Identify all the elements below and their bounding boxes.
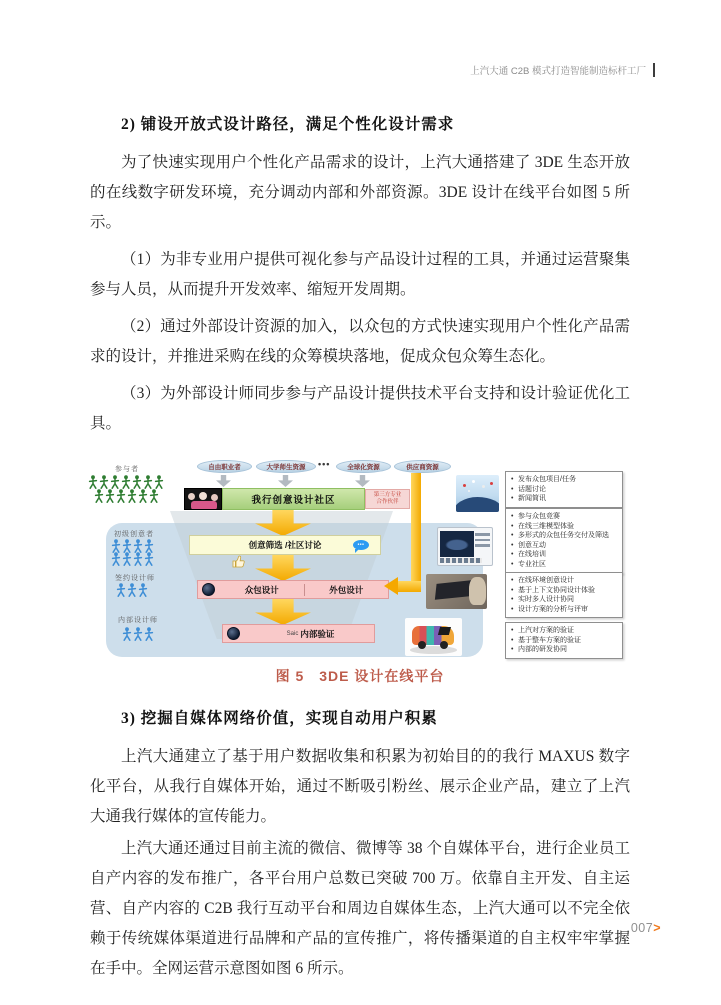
stick-figures-contract: [116, 583, 149, 597]
stick-figures-internal: [122, 627, 155, 641]
list-item: • 新闻简讯: [511, 494, 620, 504]
gray-down-arrow-icon: [278, 475, 293, 487]
ui-menu-bars: [475, 533, 490, 550]
thumbnail-strip: [440, 558, 482, 563]
colorful-van-photo: [405, 618, 462, 656]
list-item: • 多形式的众包任务交付及筛选: [511, 531, 620, 541]
stage-internal-verification: [222, 624, 375, 643]
section-heading-3: 3) 挖掘自媒体网络价值，实现自动用户积累: [121, 710, 438, 727]
van-shadow: [410, 646, 458, 654]
speech-bubble-icon: •••: [353, 540, 369, 550]
gray-down-arrow-icon: [355, 475, 370, 487]
paragraph-point-2: （2）通过外部设计资源的加入，以众包的方式快速实现用户个性化产品需求的设计，并推进采购在线的众筹模块落地，促成众包众筹生态化。: [90, 318, 630, 365]
role-label-internal-designers: 内部设计师: [118, 617, 158, 624]
feature-list-design-collab: [505, 572, 623, 618]
stage-idea-filtering-label: 创意筛选 /社区讨论: [248, 540, 322, 550]
interior-table: [435, 580, 471, 600]
feature-list-verification: [505, 622, 623, 659]
third-party-partner-box: [365, 489, 410, 509]
list-item: • 话题讨论: [511, 485, 620, 495]
paragraph-point-1: （1）为非专业用户提供可视化参与产品设计过程的工具，并通过运营聚集参与人员，从而提升开发效率、缩短开发周期。: [90, 251, 630, 298]
list-item: • 在线培训: [511, 550, 620, 560]
header-divider-bar: [653, 63, 655, 77]
car-interior-photo: [426, 574, 487, 609]
feature-list-crowdsourcing: [505, 508, 623, 574]
resource-bubble-university: 大学师生资源: [256, 460, 316, 473]
bubble-ellipsis-dots: •••: [318, 459, 331, 469]
page-number: [631, 921, 661, 935]
paragraph-intro: 为了快速实现用户个性化产品需求的设计，上汽大通搭建了 3DE 生态开放的在线数字研发环境，充分调动内部和外部资源。3DE 设计在线平台如图 5 所示。: [90, 154, 630, 231]
feature-list-community: [505, 471, 623, 508]
figure-caption: 图 5 3DE 设计在线平台: [275, 668, 445, 684]
saic-brand-label: Saic: [286, 630, 299, 637]
list-item: • 在线三维模型体验: [511, 522, 620, 532]
stage-verification-label: 内部验证: [300, 628, 335, 639]
stick-figures-junior-row2: [111, 552, 155, 566]
elbow-arrow-vertical-bar: [411, 473, 421, 586]
stage-crowdsource-label: 众包设计: [244, 584, 279, 595]
list-item: • 实时多人设计协同: [511, 595, 620, 605]
list-item: • 内部的研发协同: [511, 645, 620, 655]
list-item: • 上汽对方案的验证: [511, 626, 620, 636]
page-header: [470, 63, 655, 77]
figure-3de-design-platform: [85, 455, 640, 660]
van-windshield: [438, 627, 451, 635]
platform-globe-icon: [202, 583, 215, 596]
header-title: 上汽大通 C2B 模式打造智能制造标杆工厂: [470, 66, 646, 77]
page-number-value: 007: [630, 921, 654, 935]
resource-bubble-suppliers: 供应商资源: [394, 460, 451, 473]
thumbs-up-icon: [231, 554, 246, 569]
stick-figures-participants-row1: [88, 475, 165, 489]
role-label-participants: 参与者: [115, 466, 139, 473]
role-label-junior-creators: 初级创意者: [114, 531, 154, 538]
interior-seat: [469, 577, 486, 606]
elbow-arrow-horizontal-arm: [398, 581, 421, 592]
partner-line1: 第三方专业: [373, 492, 402, 498]
list-item: • 设计方案的分析与评审: [511, 605, 620, 615]
paragraph-maxus-platform: 上汽大通建立了基于用户数据收集和积累为初始目的的我行 MAXUS 数字化平台，从我行自媒体开始，通过不断吸引粉丝、展示企业产品，建立了上汽大通我行媒体的宣传能力。: [90, 748, 630, 825]
list-item: • 基于整车方案的验证: [511, 636, 620, 646]
list-item: • 创意互动: [511, 541, 620, 551]
elbow-arrow-left-head-icon: [384, 577, 398, 595]
crowd-silhouette: [456, 497, 499, 512]
design-software-screenshot: [437, 527, 493, 566]
stage-crowd-outsource-design: [197, 580, 389, 599]
stick-figures-participants-row2: [94, 489, 160, 503]
resource-bubble-global: 全球化资源: [336, 460, 391, 473]
paragraph-point-3: （3）为外部设计师同步参与产品设计提供技术平台支持和设计验证优化工具。: [90, 385, 630, 432]
stick-figures-junior-row1: [111, 539, 155, 553]
partner-line2: 合作伙伴: [376, 499, 399, 505]
list-item: • 在线环境创意设计: [511, 576, 620, 586]
section-heading-2: 2) 铺设开放式设计路径，满足个性化设计需求: [121, 116, 455, 133]
car-model-screen: [440, 531, 474, 557]
gray-down-arrow-icon: [216, 475, 231, 487]
resource-bubble-freelancers: 自由职业者: [197, 460, 252, 473]
community-people-photo: [184, 488, 222, 510]
list-item: • 参与众包竞赛: [511, 512, 620, 522]
van-wheel: [418, 641, 426, 649]
page-number-arrow-icon: >: [653, 921, 661, 935]
crowd-flags-photo: [456, 475, 499, 512]
paragraph-self-media: 上汽大通还通过目前主流的微信、微博等 38 个自媒体平台，进行企业员工自产内容的发布推广，各平台用户总数已突破 700 万。依靠自主开发、自主运营、自产内容的 C2B 我行互动平台和周边自媒体生态，上汽大通可以不完全依赖于传统媒体渠道进行品牌和产品的宣传推广，将传播渠道的自主权牢牢掌握在手中。全网运营示意图如图 6 所示。: [90, 840, 630, 977]
role-label-contract-designers: 签约设计师: [115, 575, 155, 582]
list-item: • 基于上下文协同设计体验: [511, 586, 620, 596]
stage-outsource-label: 外包设计: [304, 584, 389, 596]
list-item: • 发布众包项目/任务: [511, 475, 620, 485]
list-item: • 专业社区: [511, 560, 620, 570]
community-banner: 我行创意设计社区: [222, 488, 365, 510]
stage-idea-filtering: [189, 535, 381, 555]
platform-globe-icon: [227, 627, 240, 640]
